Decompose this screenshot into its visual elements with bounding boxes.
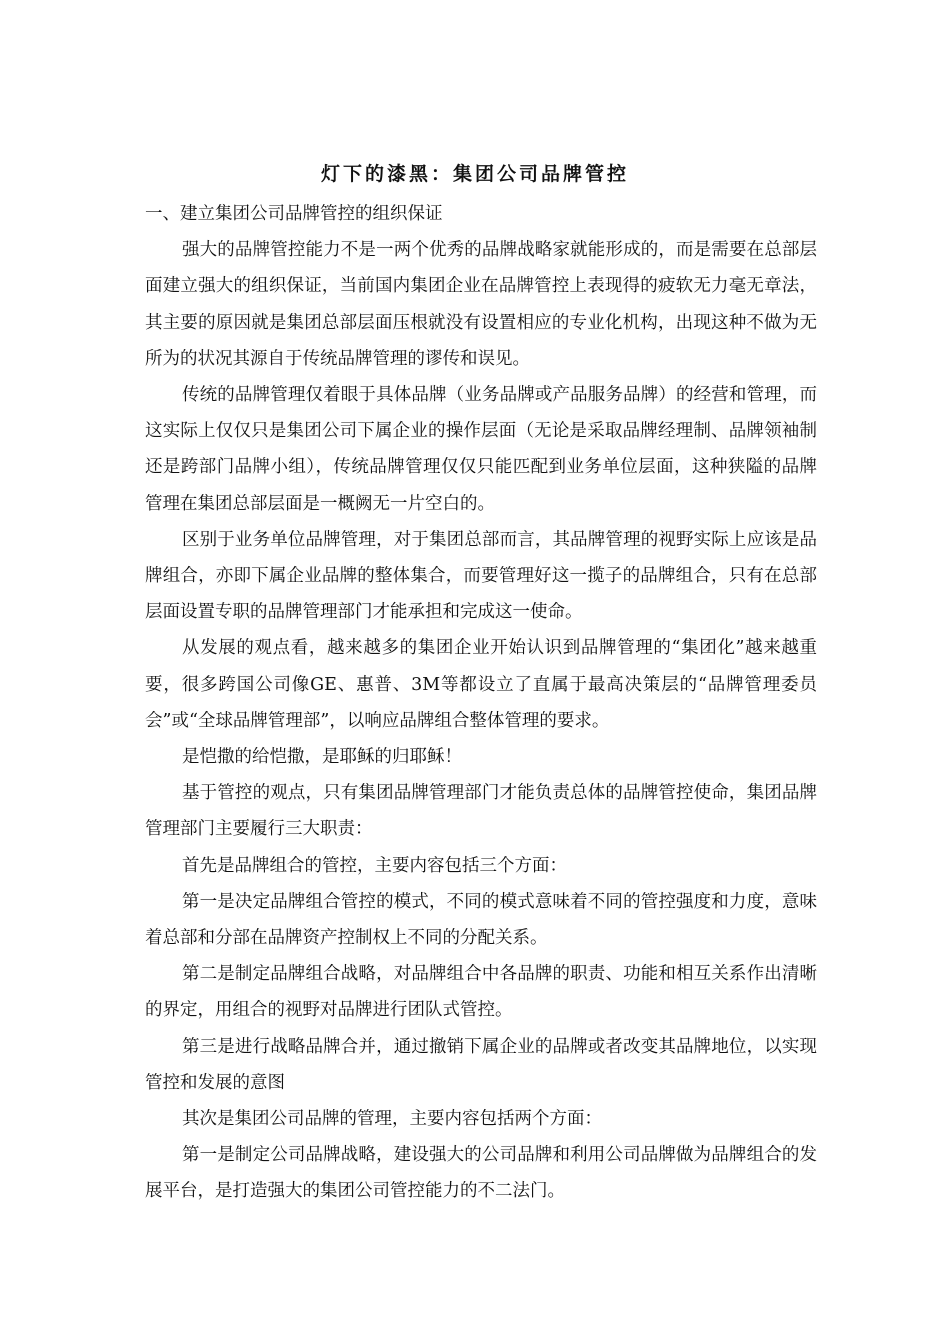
paragraph: 强大的品牌管控能力不是一两个优秀的品牌战略家就能形成的，而是需要在总部层面建立强大的组织保证，当前国内集团企业在品牌管控上表现得的疲软无力毫无章法，其主要的原因就是集团总部层面压根就没有设置相应的专业化机构，出现这种不做为无所为的状况其源自于传统品牌管理的谬传和误见。 — [145, 240, 817, 369]
paragraph: 首先是品牌组合的管控，主要内容包括三个方面： — [182, 855, 567, 876]
paragraph: 区别于业务单位品牌管理，对于集团总部而言，其品牌管理的视野实际上应该是品牌组合，亦即下属企业品牌的整体集合，而要管理好这一揽子的品牌组合，只有在总部层面设置专职的品牌管理部门才能承担和完成这一使命。 — [145, 529, 817, 623]
paragraph: 第二是制定品牌组合战略，对品牌组合中各品牌的职责、功能和相互关系作出清晰的界定，用组合的视野对品牌进行团队式管控。 — [145, 964, 817, 1021]
paragraph: 第三是进行战略品牌合并，通过撤销下属企业的品牌或者改变其品牌地位，以实现管控和发展的意图 — [145, 1036, 817, 1093]
paragraph: 是恺撒的给恺撒，是耶稣的归耶稣！ — [182, 747, 462, 768]
paragraph: 第一是制定公司品牌战略，建设强大的公司品牌和利用公司品牌做为品牌组合的发展平台，是打造强大的集团公司管控能力的不二法门。 — [145, 1145, 817, 1202]
paragraph: 其次是集团公司品牌的管理，主要内容包括两个方面： — [182, 1109, 602, 1130]
document-body — [145, 196, 817, 1210]
document-title: 灯下的漆黑：集团公司品牌管控 — [320, 163, 629, 185]
paragraph: 传统的品牌管理仅着眼于具体品牌（业务品牌或产品服务品牌）的经营和管理，而这实际上仅仅只是集团公司下属企业的操作层面（无论是采取品牌经理制、品牌领袖制还是跨部门品牌小组），传统品牌管理仅仅只能匹配到业务单位层面，这种狭隘的品牌管理在集团总部层面是一概阙无一片空白的。 — [145, 385, 817, 514]
section-heading: 一、建立集团公司品牌管控的组织保证 — [145, 204, 443, 224]
paragraph: 基于管控的观点，只有集团品牌管理部门才能负责总体的品牌管控使命，集团品牌管理部门主要履行三大职责： — [145, 783, 817, 840]
paragraph: 第一是决定品牌组合管控的模式，不同的模式意味着不同的管控强度和力度，意味着总部和分部在品牌资产控制权上不同的分配关系。 — [145, 891, 817, 949]
paragraph: 从发展的观点看，越来越多的集团企业开始认识到品牌管理的“集团化”越来越重要，很多跨国公司像GE、惠普、3M等都设立了直属于最高决策层的“品牌管理委员会”或“全球品牌管理部”，以响应品牌组合整体管理的要求。 — [145, 638, 817, 731]
